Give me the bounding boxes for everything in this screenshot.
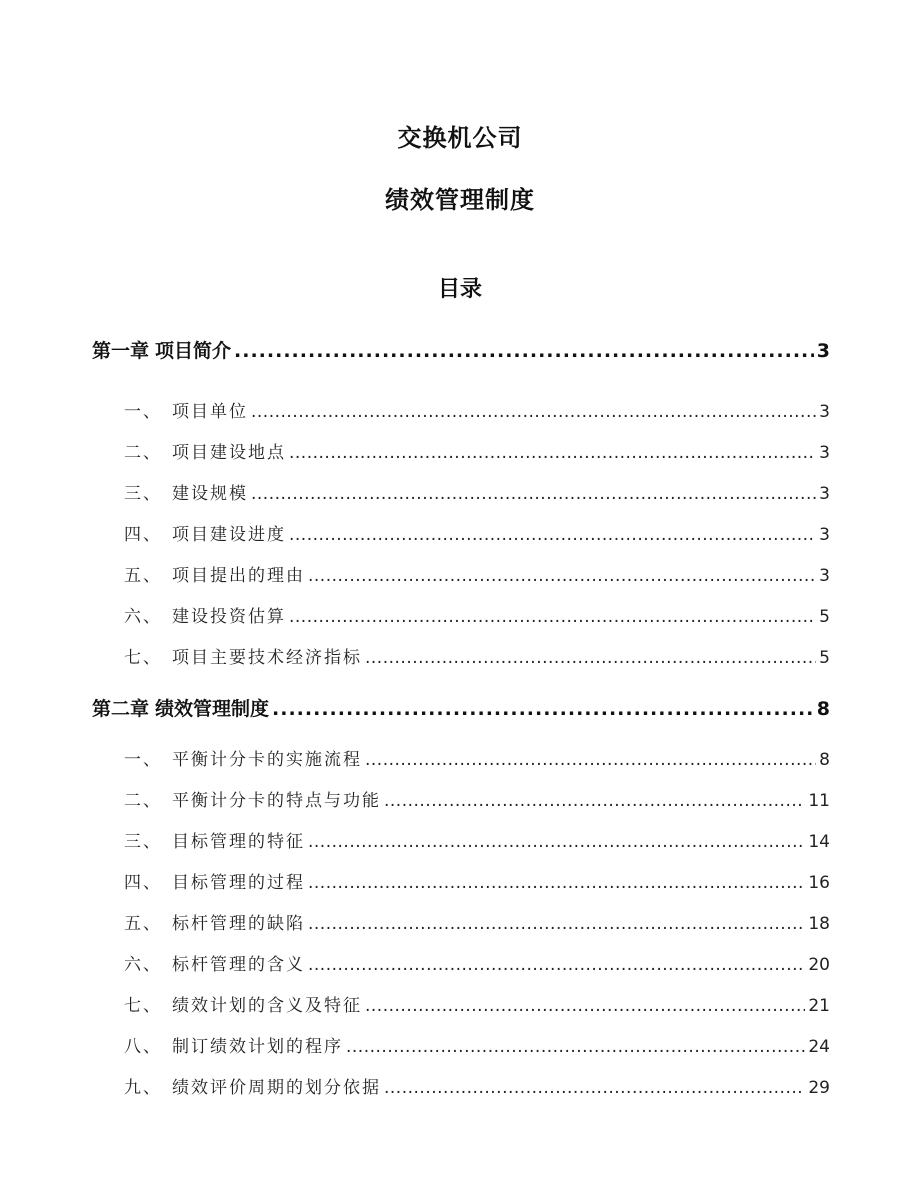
dot-leader bbox=[289, 443, 816, 463]
section-number: 一、 bbox=[124, 402, 162, 422]
section-number: 四、 bbox=[124, 525, 162, 545]
toc-section[interactable] bbox=[124, 909, 830, 934]
toc-section[interactable] bbox=[124, 786, 830, 811]
toc-entry-label bbox=[92, 694, 269, 721]
toc-section[interactable] bbox=[124, 745, 830, 770]
section-number: 九、 bbox=[124, 1078, 162, 1098]
dot-leader bbox=[365, 996, 805, 1016]
section-title: 项目提出的理由 bbox=[172, 566, 305, 586]
section-title: 项目单位 bbox=[172, 402, 248, 422]
page-number: 3 bbox=[819, 443, 830, 463]
toc-section[interactable] bbox=[124, 602, 830, 627]
toc-entry-label bbox=[124, 1032, 343, 1057]
page-number: 3 bbox=[819, 566, 830, 586]
section-number: 二、 bbox=[124, 443, 162, 463]
page-number: 8 bbox=[816, 698, 830, 720]
section-title: 目标管理的特征 bbox=[172, 832, 305, 852]
toc-section[interactable] bbox=[124, 479, 830, 504]
section-title: 平衡计分卡的实施流程 bbox=[172, 750, 362, 770]
toc-entry-label bbox=[124, 745, 362, 770]
toc-section[interactable] bbox=[124, 950, 830, 975]
section-title: 建设投资估算 bbox=[172, 607, 286, 627]
dot-leader bbox=[308, 955, 805, 975]
toc-section[interactable] bbox=[124, 561, 830, 586]
toc-entry-label bbox=[124, 950, 305, 975]
dot-leader bbox=[308, 566, 816, 586]
toc-chapter-2[interactable] bbox=[92, 694, 830, 721]
page-number: 21 bbox=[808, 996, 830, 1016]
dot-leader bbox=[365, 750, 816, 770]
toc-entry-label bbox=[92, 336, 231, 363]
toc-entry-label bbox=[124, 786, 381, 811]
section-number: 六、 bbox=[124, 607, 162, 627]
toc-heading: 目录 bbox=[437, 277, 482, 302]
toc-section[interactable] bbox=[124, 868, 830, 893]
toc-entry-label bbox=[124, 397, 248, 422]
toc-entry-label bbox=[124, 438, 286, 463]
section-title: 项目主要技术经济指标 bbox=[172, 648, 362, 668]
section-number: 七、 bbox=[124, 648, 162, 668]
dot-leader bbox=[234, 340, 814, 362]
toc-entry-label bbox=[124, 561, 305, 586]
toc-entry-label bbox=[124, 643, 362, 668]
section-title: 建设规模 bbox=[172, 484, 248, 504]
page-number: 16 bbox=[808, 873, 830, 893]
toc-chapter-1[interactable] bbox=[92, 336, 830, 363]
page-number: 24 bbox=[808, 1037, 830, 1057]
toc-section[interactable] bbox=[124, 1032, 830, 1057]
toc-section[interactable] bbox=[124, 991, 830, 1016]
page-number: 8 bbox=[819, 750, 830, 770]
section-title: 标杆管理的含义 bbox=[172, 955, 305, 975]
toc-section[interactable] bbox=[124, 643, 830, 668]
section-title: 标杆管理的缺陷 bbox=[172, 914, 305, 934]
toc-section[interactable] bbox=[124, 397, 830, 422]
section-title: 项目建设地点 bbox=[172, 443, 286, 463]
section-number: 三、 bbox=[124, 832, 162, 852]
dot-leader bbox=[384, 791, 805, 811]
section-number: 八、 bbox=[124, 1037, 162, 1057]
page-number: 18 bbox=[808, 914, 830, 934]
section-title: 制订绩效计划的程序 bbox=[172, 1037, 343, 1057]
dot-leader bbox=[346, 1037, 805, 1057]
toc-entry-label bbox=[124, 602, 286, 627]
document-title: 绩效管理制度 bbox=[385, 186, 535, 214]
section-number: 五、 bbox=[124, 566, 162, 586]
section-number: 六、 bbox=[124, 955, 162, 975]
section-number: 一、 bbox=[124, 750, 162, 770]
page-number: 3 bbox=[819, 402, 830, 422]
page-number: 3 bbox=[819, 484, 830, 504]
toc-entry-label bbox=[124, 520, 286, 545]
dot-leader bbox=[251, 484, 816, 504]
page-number: 11 bbox=[808, 791, 830, 811]
dot-leader bbox=[384, 1078, 805, 1098]
section-title: 绩效计划的含义及特征 bbox=[172, 996, 362, 1016]
page-number: 5 bbox=[819, 607, 830, 627]
dot-leader bbox=[308, 832, 805, 852]
toc-section[interactable] bbox=[124, 438, 830, 463]
toc-section[interactable] bbox=[124, 520, 830, 545]
chapter-number: 第二章 bbox=[92, 698, 150, 720]
page-number: 3 bbox=[816, 340, 830, 362]
dot-leader bbox=[289, 607, 816, 627]
section-title: 目标管理的过程 bbox=[172, 873, 305, 893]
dot-leader bbox=[272, 698, 814, 720]
section-title: 平衡计分卡的特点与功能 bbox=[172, 791, 381, 811]
company-name: 交换机公司 bbox=[397, 124, 523, 152]
toc-entry-label bbox=[124, 1073, 381, 1098]
dot-leader bbox=[308, 914, 805, 934]
toc-section[interactable] bbox=[124, 1073, 830, 1098]
section-number: 三、 bbox=[124, 484, 162, 504]
toc-entry-label bbox=[124, 991, 362, 1016]
dot-leader bbox=[308, 873, 805, 893]
page-number: 14 bbox=[808, 832, 830, 852]
toc-section[interactable] bbox=[124, 827, 830, 852]
section-number: 七、 bbox=[124, 996, 162, 1016]
dot-leader bbox=[365, 648, 816, 668]
section-title: 项目建设进度 bbox=[172, 525, 286, 545]
section-number: 四、 bbox=[124, 873, 162, 893]
toc-entry-label bbox=[124, 827, 305, 852]
chapter-title: 项目简介 bbox=[155, 340, 232, 362]
toc-entry-label bbox=[124, 868, 305, 893]
page-number: 3 bbox=[819, 525, 830, 545]
page-number: 20 bbox=[808, 955, 830, 975]
page-number: 5 bbox=[819, 648, 830, 668]
section-title: 绩效评价周期的划分依据 bbox=[172, 1078, 381, 1098]
section-number: 五、 bbox=[124, 914, 162, 934]
page-number: 29 bbox=[808, 1078, 830, 1098]
toc-entry-label bbox=[124, 479, 248, 504]
dot-leader bbox=[289, 525, 816, 545]
section-number: 二、 bbox=[124, 791, 162, 811]
dot-leader bbox=[251, 402, 816, 422]
chapter-number: 第一章 bbox=[92, 340, 150, 362]
toc-entry-label bbox=[124, 909, 305, 934]
chapter-title: 绩效管理制度 bbox=[155, 698, 270, 720]
